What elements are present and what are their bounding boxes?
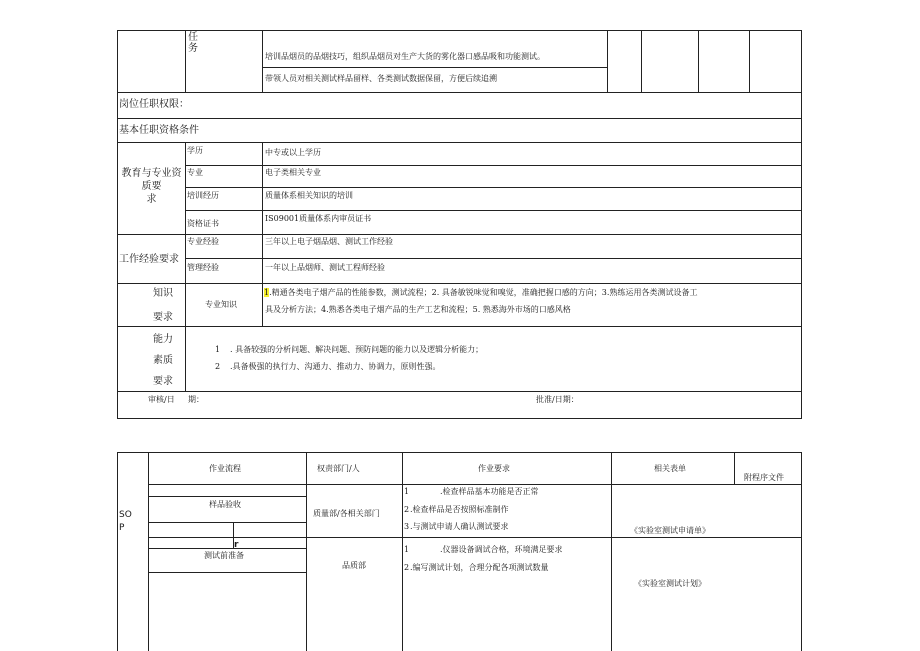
education-label-line-2: 质要 (141, 181, 162, 192)
education-row-name: 资格证书 (187, 219, 219, 228)
ability-item-num: 1 (215, 345, 221, 354)
experience-row-name: 专业经验 (187, 237, 219, 246)
basic-qualification-label: 基本任职资格条件 (119, 125, 199, 136)
flow-arrow-glyph: r (234, 540, 239, 550)
ability-item-text: . 具备较强的分析问题、解决问题、预防问题的能力以及逻辑分析能力； (230, 345, 484, 354)
education-label-line-3: 求 (146, 194, 157, 205)
knowledge-text-1: .精通各类电子烟产品的性能参数，测试流程；2. 具备敏锐味觉和嗅觉，准确把握口感的方向；3.熟练运用各类测试设备工 (269, 288, 698, 297)
knowledge-line-2: 具及分析方法；4.熟悉各类电子烟产品的生产工艺和流程；5. 熟悉海外市场的口感风格 (265, 305, 571, 314)
education-label-line-1: 教育与专业资 (121, 168, 182, 179)
responsible-department: 质量部/各相关部门 (313, 509, 380, 518)
highlight-marker: 1 (264, 288, 270, 297)
knowledge-label-line-1: 知识 (153, 288, 173, 299)
requirement-num: 2 (404, 563, 410, 572)
header-procedure-docs: 附程序文件 (744, 473, 784, 482)
experience-label: 工作经验要求 (119, 254, 179, 265)
ability-item-num: 2 (215, 362, 221, 371)
education-row-value: IS09001质量体系内审员证书 (265, 214, 372, 223)
responsible-department: 品质部 (342, 561, 366, 570)
knowledge-line-1 (264, 288, 697, 298)
review-date-label: 期： (188, 395, 204, 404)
requirement-text: .检查样品基本功能是否正常 (440, 487, 539, 496)
requirement-num: 1 (404, 487, 410, 496)
related-form: 《实验室测试计划》 (634, 579, 706, 588)
task-line-1: 培训品烟员的品烟技巧，组织品烟员对生产大货的雾化器口感品吸和功能测试。 (265, 52, 545, 61)
knowledge-sub-label: 专业知识 (205, 300, 237, 309)
header-process: 作业流程 (209, 464, 241, 473)
process-step: 测试前准备 (204, 551, 244, 560)
review-label: 审核/日 (148, 395, 175, 404)
education-row-value: 中专或以上学历 (265, 148, 321, 157)
education-row-name: 培训经历 (187, 191, 219, 200)
approve-label: 批准/日期： (536, 395, 579, 404)
task-line-2: 带领人员对相关测试样品留样、各类测试数据保留，方便后续追溯 (265, 74, 497, 83)
requirement-text: .编写测试计划，合理分配各项测试数量 (410, 563, 549, 572)
requirement-text: .检查样品是否按照标准制作 (410, 505, 509, 514)
sop-table (0, 440, 920, 651)
requirement-num: 1 (404, 545, 410, 554)
education-row-value: 电子类相关专业 (265, 168, 321, 177)
requirement-text: .与测试申请人确认测试要求 (410, 522, 509, 531)
header-forms: 相关表单 (654, 464, 686, 473)
task-label: 任 务 (188, 32, 198, 54)
ability-item-text: .具备极强的执行力、沟通力、推动力、协调力，原则性强。 (230, 362, 441, 371)
ability-label-line-2: 素质 (153, 355, 173, 366)
ability-label-line-1: 能力 (153, 334, 173, 345)
experience-row-value: 一年以上品烟师、测试工程师经验 (265, 263, 385, 272)
experience-row-value: 三年以上电子烟品烟、测试工作经验 (265, 237, 393, 246)
requirement-text: .仪器设备调试合格，环境满足要求 (440, 545, 563, 554)
experience-row-name: 管理经验 (187, 263, 219, 272)
related-form: 《实验室测试申请单》 (630, 526, 710, 535)
header-department: 权责部门/人 (317, 464, 360, 473)
requirement-num: 3 (404, 522, 410, 531)
ability-label-line-3: 要求 (153, 376, 173, 387)
header-requirements: 作业要求 (478, 464, 510, 473)
requirement-num: 2 (404, 505, 410, 514)
authority-label: 岗位任职权限： (119, 99, 189, 110)
knowledge-label-line-2: 要求 (153, 312, 173, 323)
education-row-value: 质量体系相关知识的培训 (265, 191, 353, 200)
sop-label-line-2: P (119, 523, 125, 533)
education-label (118, 167, 185, 206)
process-step: 样品验收 (209, 500, 241, 509)
education-row-name: 专业 (187, 168, 203, 177)
education-row-name: 学历 (187, 146, 203, 155)
sop-label-line-1: SO (119, 510, 132, 520)
